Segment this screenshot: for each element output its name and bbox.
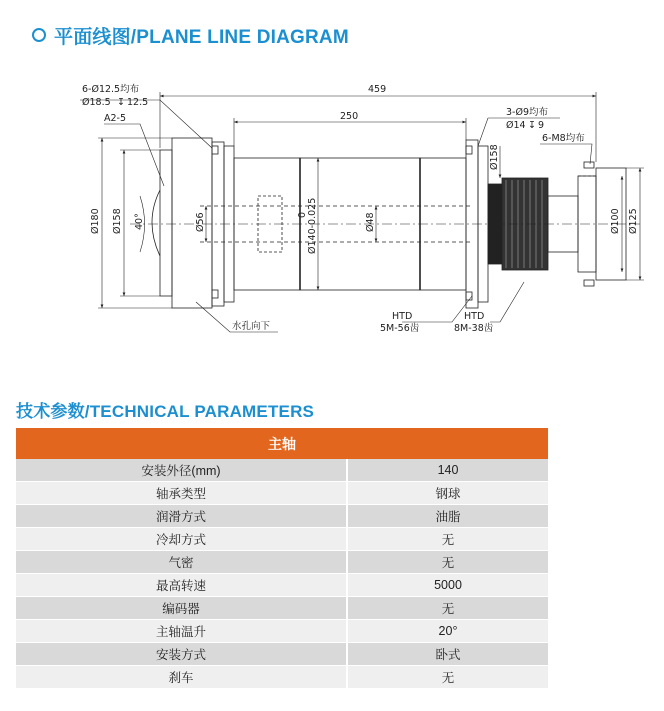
param-value: 20° [347, 620, 548, 643]
label-counterbore-right: Ø14 [506, 120, 526, 131]
table-row [16, 528, 548, 551]
label-angle-40: 40° [134, 213, 145, 230]
label-depth-left: 12.5 [127, 97, 149, 108]
label-holes-left: 6-Ø12.5均布 [82, 84, 140, 95]
param-value: 140 [347, 459, 548, 482]
parameters-section-title: 技术参数/TECHNICAL PARAMETERS [16, 402, 315, 421]
label-holes-right: 3-Ø9均布 [506, 107, 548, 118]
table-row [16, 574, 548, 597]
label-depth-right: 9 [538, 120, 545, 131]
label-len-459: 459 [368, 84, 387, 95]
diagram-title-text: 平面线图/PLANE LINE DIAGRAM [54, 27, 349, 48]
depth-symbol: ↧ [117, 97, 125, 108]
label-htd2-b: 8M-38齿 [454, 323, 494, 334]
table-header-spindle: 主轴 [16, 428, 548, 459]
label-htd1-b: 5M-56齿 [380, 323, 420, 334]
label-water-hole: 水孔向下 [232, 321, 271, 332]
param-label: 最高转速 [16, 574, 347, 597]
label-dia-48: Ø48 [365, 212, 376, 232]
param-label: 编码器 [16, 597, 347, 620]
technical-parameters-table [16, 428, 548, 689]
param-value: 无 [347, 528, 548, 551]
param-value: 无 [347, 551, 548, 574]
table-row [16, 643, 548, 666]
table-row [16, 620, 548, 643]
param-value: 5000 [347, 574, 548, 597]
label-dia-158-right: Ø158 [489, 144, 500, 170]
label-holes-m8: 6-M8均布 [542, 133, 585, 144]
param-label: 气密 [16, 551, 347, 574]
param-label: 安装外径(mm) [16, 459, 347, 482]
table-row [16, 482, 548, 505]
param-label: 轴承类型 [16, 482, 347, 505]
label-dia-100: Ø100 [610, 208, 621, 234]
label-htd2-a: HTD [464, 311, 485, 322]
param-value: 无 [347, 666, 548, 689]
table-row [16, 505, 548, 528]
param-label: 冷却方式 [16, 528, 347, 551]
plane-line-diagram [0, 60, 664, 350]
param-label: 安装方式 [16, 643, 347, 666]
param-value: 油脂 [347, 505, 548, 528]
param-value: 卧式 [347, 643, 548, 666]
label-dia-180: Ø180 [90, 208, 101, 234]
circle-bullet-icon [32, 28, 46, 42]
spindle-taper [152, 190, 160, 256]
label-counterbore-left: Ø18.5 [82, 97, 111, 108]
label-htd1-a: HTD [392, 311, 413, 322]
param-label: 刹车 [16, 666, 347, 689]
diagram-section-title [32, 22, 349, 49]
table-row [16, 597, 548, 620]
front-nose [160, 150, 172, 296]
label-dia-140: Ø140-0.025 [307, 197, 318, 254]
table-row [16, 551, 548, 574]
label-dia-56: Ø56 [195, 212, 206, 232]
param-value: 钢球 [347, 482, 548, 505]
table-row [16, 459, 548, 482]
depth-symbol-right: ↧ [528, 120, 536, 131]
label-dia-158-left: Ø158 [112, 208, 123, 234]
table-row [16, 666, 548, 689]
label-len-250: 250 [340, 111, 359, 122]
param-label: 主轴温升 [16, 620, 347, 643]
param-value: 无 [347, 597, 548, 620]
param-label: 润滑方式 [16, 505, 347, 528]
label-dia-125: Ø125 [628, 208, 639, 234]
label-a25: A2-5 [104, 113, 127, 124]
label-tol-zero: 0 [297, 211, 308, 218]
